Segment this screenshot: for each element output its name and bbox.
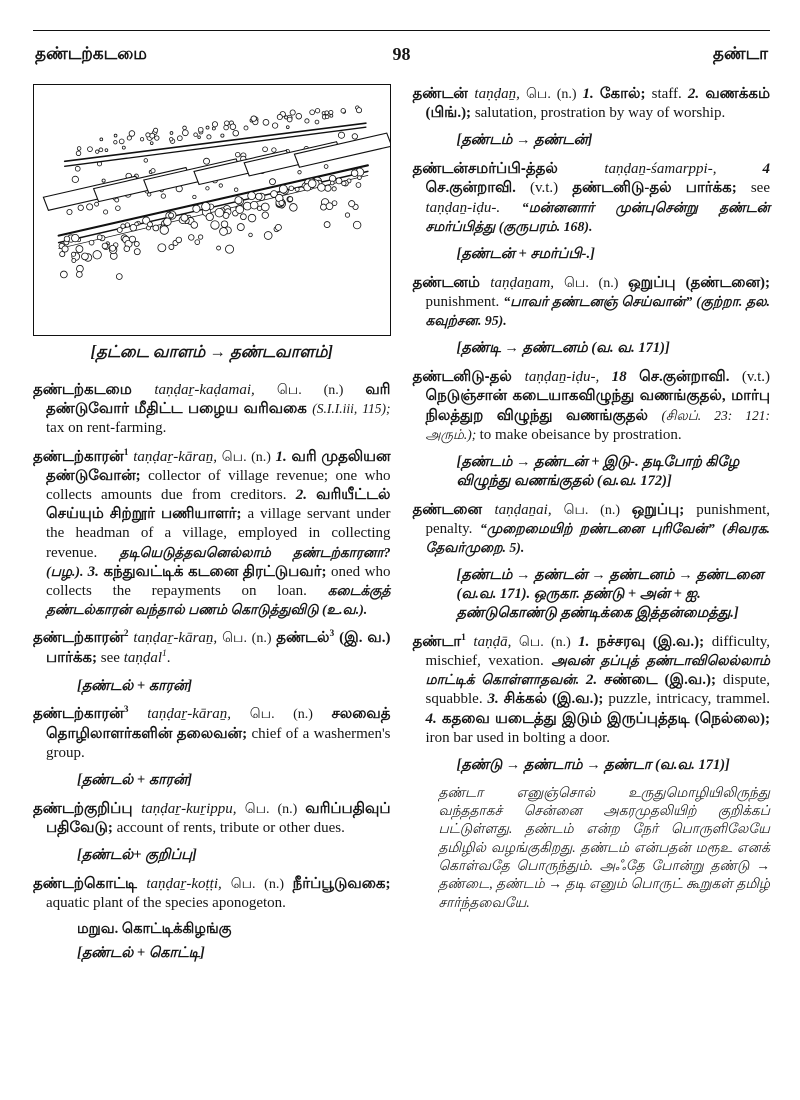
dictionary-entry xyxy=(413,84,771,123)
text-run-plain: [தண்டன் + சமர்ப்பி-.] xyxy=(456,245,595,262)
text-run-pos: பெ. (n.) xyxy=(230,877,293,893)
text-run-pos: பெ. (n.) xyxy=(276,383,366,398)
text-run-en: puzzle, intricacy, trammel. xyxy=(608,691,771,708)
text-run-en: collector of village revenue; one who collects amounts due from creditors. xyxy=(46,467,391,503)
text-run-num: 2. xyxy=(295,486,317,503)
text-run-tr: taṇḍaṟ-koṭṭi, xyxy=(146,876,231,893)
text-run-sup: 3 xyxy=(329,629,335,640)
text-run-num: 1. xyxy=(578,633,597,650)
text-run-en: punishment, penalty. xyxy=(425,501,770,537)
text-run-ta: ஒறுப்பு; xyxy=(631,501,697,518)
text-run-ta: தண்டல் xyxy=(276,630,330,647)
text-run-hw: தண்டற்காரன் xyxy=(33,629,124,647)
text-run-en: dispute, squabble. xyxy=(425,672,770,708)
dictionary-entry xyxy=(33,447,391,621)
text-run-en: a village servant under the headman of a village, employed in collecting revenue. xyxy=(46,506,391,561)
text-run-en: see xyxy=(750,180,770,197)
text-run-en: staff. xyxy=(651,86,688,102)
text-run-ta: நெடுஞ்சான் கடையாகவிழுந்து வணங்குதல், மார்பு நிலத்துற விழுந்து வணங்குதல் xyxy=(425,388,770,424)
text-run-plain: தண்டா எனுஞ்சொல் உருதுமொழியிலிருந்து வந்ததாகச் சென்னை அகரமுதலியிற் குறிக்கப் பட்டுள்ளது. தண்டம் என்ற நேர் பொருளிலேயே தமிழில் வழங்குகிறது. தண்டம் என்பதன் மரூஉ எனக் கொள்வதே பொருந்தும். அஃதே போன்று தண்டு → தண்டை, தண்டம் → தடி எனும் பொருட் கூறுகள் தமிழ் சார்ந்தவையே. xyxy=(438,784,770,910)
column-left xyxy=(33,84,391,1100)
text-run-tr: taṇḍal xyxy=(123,650,163,667)
dictionary-entry xyxy=(413,273,771,332)
text-run-sup: 3 xyxy=(123,705,129,716)
figure-box xyxy=(33,84,391,336)
text-run-tr: taṇḍaṟ-kuṟippu, xyxy=(141,800,245,817)
text-run-ta: சலவைத் தொழிலாளர்களின் தலைவன்; xyxy=(46,706,391,742)
text-run-hw: தண்டன்சமர்ப்பி-த்தல் xyxy=(412,160,605,178)
text-run-en: see xyxy=(100,650,124,667)
text-run-hw: தண்டனை xyxy=(412,500,495,518)
text-run-pos: பெ. (n.) xyxy=(244,801,306,817)
text-run-ta: வரிப்பதிவுப் பதிவேடு; xyxy=(46,800,391,837)
text-run-hw: தண்டற்காரன் xyxy=(33,447,124,465)
railway-track-illustration xyxy=(34,85,390,335)
text-run-tr: taṇḍaṉ-iḍu-, xyxy=(524,369,612,386)
entries-left xyxy=(33,380,391,963)
text-run-cite: (S.I.I.iii, 115); xyxy=(312,401,391,417)
text-run-plain: மறுவ. கொட்டிக்கிழங்கு xyxy=(77,921,232,938)
etym-line xyxy=(457,245,771,264)
guideword-right: தண்டா xyxy=(712,44,768,63)
text-run-plain: [தண்டல் + காரன்] xyxy=(77,677,193,694)
text-run-en: to make obeisance by prostration. xyxy=(479,426,682,443)
text-run-ta: வணக்கம் (பிங்.); xyxy=(425,86,771,122)
text-run-ta: செ.குன்றாவி. xyxy=(425,180,530,197)
text-run-taq: “பாவர் தண்டனஞ் செய்வான்” (குற்றா. தல. கவுற்சன. 95). xyxy=(425,294,771,329)
text-run-ta: சண்டை (இ.வ.); xyxy=(604,672,723,689)
text-run-hw: தண்டனம் xyxy=(412,273,491,291)
page-header xyxy=(33,44,770,68)
text-run-pos: பெ. (n.) xyxy=(563,502,632,518)
text-run-plain: [தண்டல் + காரன்] xyxy=(77,772,193,789)
page-number: 98 xyxy=(392,44,411,64)
text-run-taq: கடைக்குத் தண்டல்காரன் வந்தால் பணம் கொடுத்துவிடு (உ.வ.). xyxy=(46,582,391,618)
text-run-ta: ஒறுப்பு (தண்டனை); xyxy=(628,274,771,291)
text-run-ta: (இ. வ.) பார்க்க; xyxy=(46,630,391,667)
text-run-ta: வரி தண்டுவோர் மீதிட்ட பழைய வரிவகை xyxy=(46,382,391,418)
text-run-en: (v.t.) xyxy=(741,369,771,386)
text-run-tr: taṇḍā, xyxy=(465,633,519,650)
dictionary-entry xyxy=(33,380,391,439)
text-run-ta: கோல்; xyxy=(599,86,652,102)
dictionary-entry xyxy=(33,628,391,668)
text-run-pos: பெ. (n.) xyxy=(249,707,332,723)
text-columns xyxy=(33,84,770,1100)
dictionary-entry xyxy=(33,799,391,838)
text-run-pos: பெ. (n.) xyxy=(518,634,579,650)
text-run-num: 18 xyxy=(611,369,640,386)
dictionary-entry xyxy=(33,874,391,913)
text-run-tr: taṇḍaṉ, xyxy=(474,86,527,102)
text-run-cite: (சிலப். 23: 121: அரும்.); xyxy=(425,407,770,442)
text-run-ta: நச்சரவு (இ.வ.); xyxy=(596,633,712,650)
text-run-pos: பெ. (n.) xyxy=(564,275,629,291)
text-run-en: tax on rent-farming. xyxy=(46,420,167,437)
text-run-en: difficulty, mischief, vexation. xyxy=(425,633,771,669)
text-run-plain: [தண்டம் → தண்டன் → தண்டனம் → தண்டனை (வ.வ. 171). ஒருகா. தண்டு + அன் + ஐ. தண்டுகொண்டு தண்டிக்கை இத்தன்மைத்து.] xyxy=(456,567,764,621)
text-run-tr: taṇḍaṟ-kāraṉ, xyxy=(128,448,222,465)
text-run-num: 1. xyxy=(582,86,600,102)
text-run-taq: “மன்னனார் முன்புசென்று தண்டன் சமர்ப்பித்து (குருபரம். 168). xyxy=(425,199,770,234)
text-run-plain: [தண்டு → தண்டாம் → தண்டா (வ.வ. 171)] xyxy=(456,756,730,773)
etym-line xyxy=(77,771,391,790)
text-run-num: 4. xyxy=(425,710,442,727)
text-run-trsup: 1 xyxy=(162,649,167,660)
text-run-sup: 2 xyxy=(123,629,129,640)
etym-line xyxy=(77,846,391,865)
text-run-num: 3. xyxy=(87,563,104,580)
text-run-tr: taṇḍaṟ-kāraṉ, xyxy=(128,630,223,647)
etym-line xyxy=(457,566,771,623)
text-run-ta: வரியீட்டல் செய்யும் சிற்றூர் பணியாளர்; xyxy=(46,486,391,523)
text-run-plain: [தண்டம் → தண்டன் + இடு-. தடிபோற் கிழே விழுந்து வணங்குதல் (வ.வ. 172)] xyxy=(456,453,740,489)
figure-caption: [தட்டை வாளம் → தண்டவாளம்] xyxy=(90,342,334,361)
text-run-num: 1. xyxy=(275,448,292,465)
etym-line xyxy=(457,453,771,491)
text-run-num: 2. xyxy=(585,672,605,689)
guideword-left: தண்டற்கடமை xyxy=(35,44,147,63)
text-run-pos: பெ. (n.) xyxy=(526,87,583,102)
text-run-tr: taṇḍaṉ-iḍu-. xyxy=(425,199,522,216)
text-run-ta: சிக்கல் (இ.வ.); xyxy=(503,691,609,708)
text-run-pos: பெ. (n.) xyxy=(222,631,277,647)
text-run-num: 3. xyxy=(487,691,504,708)
text-run-num: 4 xyxy=(762,161,770,178)
note-line xyxy=(439,784,771,912)
text-run-ta: வரி முதலியன தண்டுவோன்; xyxy=(46,448,391,484)
text-run-plain: [தண்டம் → தண்டன்] xyxy=(456,132,593,149)
entries-right xyxy=(413,84,771,912)
text-run-hw: தண்டா xyxy=(412,632,462,650)
text-run-taq: அவன் தப்புத் தண்டாவிலெல்லாம் மாட்டிக் கொள்ளாதவன். xyxy=(425,652,770,688)
text-run-ta: கதவை யடைத்து இடும் இருப்புத்தடி (நெல்லை); xyxy=(441,710,770,727)
dictionary-entry xyxy=(413,159,771,237)
text-run-pos: பெ. (n.) xyxy=(221,449,276,465)
text-run-ta: கந்துவட்டிக் கடனை திரட்டுபவர்; xyxy=(103,563,332,580)
text-run-taq: “முறைமையிற் றண்டனை புரிவேன்” (சிவரக. தேவர்முறை. 5). xyxy=(425,520,770,556)
text-run-en: account of rents, tribute or other dues. xyxy=(116,820,345,837)
text-run-sup: 1 xyxy=(461,632,466,643)
text-run-hw: தண்டற்கொட்டி xyxy=(33,875,147,893)
text-run-hw: தண்டன் xyxy=(412,85,475,102)
column-right xyxy=(413,84,771,1100)
text-run-tr: taṇḍaṉ-śamarppi-, xyxy=(604,161,763,178)
text-run-hw: தண்டனிடு-தல் xyxy=(412,368,525,386)
variant-line xyxy=(77,921,391,939)
dictionary-entry xyxy=(33,704,391,763)
text-run-tr: taṇḍaṟ-kāraṉ, xyxy=(128,706,250,723)
text-run-ta: நீர்ப்பூடுவகை; xyxy=(292,876,391,893)
text-run-ta: செ.குன்றாவி. xyxy=(639,369,742,386)
header-rule xyxy=(33,30,770,31)
text-run-tr: taṇḍaṉam, xyxy=(490,274,565,291)
text-run-hw: தண்டற்குறிப்பு xyxy=(33,799,142,817)
text-run-plain: [தண்டல் + கொட்டி] xyxy=(77,945,205,962)
text-run-hw: தண்டற்காரன் xyxy=(33,705,124,723)
text-run-en: chief of a washermen's group. xyxy=(46,725,391,761)
text-run-num: 2. xyxy=(687,86,706,102)
etym-line xyxy=(77,677,391,696)
dictionary-entry xyxy=(413,500,771,559)
text-run-en: salutation, prostration by way of worship. xyxy=(474,105,726,122)
etym-line xyxy=(457,339,771,358)
text-run-en: (v.t.) xyxy=(529,180,573,197)
text-run-ta: தண்டனிடு-தல் பார்க்க; xyxy=(572,180,751,197)
text-run-sup: 1 xyxy=(123,447,129,458)
text-run-taq: தடியெடுத்தவனெல்லாம் தண்டற்காரனா? (பழ.). xyxy=(46,544,391,579)
dictionary-entry xyxy=(413,367,771,445)
etym-line xyxy=(77,944,391,963)
text-run-tr: taṇḍaṟ-kaḍamai, xyxy=(154,382,277,398)
etym-line xyxy=(457,131,771,150)
text-run-plain: [தண்டி → தண்டனம் (வ. வ. 171)] xyxy=(456,340,670,357)
text-run-plain: [தண்டல்+ குறிப்பு] xyxy=(77,847,197,864)
text-run-en: iron bar used in bolting a door. xyxy=(425,729,611,746)
text-run-en: oned who collects the repayments on loan. xyxy=(46,563,391,599)
text-run-hw: தண்டற்கடமை xyxy=(33,381,155,398)
text-run-en: punishment. xyxy=(425,294,504,310)
dictionary-entry xyxy=(413,632,771,748)
text-run-tr: taṇḍaṉai, xyxy=(494,501,564,518)
text-run-en: aquatic plant of the species aponogeton. xyxy=(46,895,286,912)
text-run-en: . xyxy=(166,650,171,667)
etym-line xyxy=(457,756,771,775)
